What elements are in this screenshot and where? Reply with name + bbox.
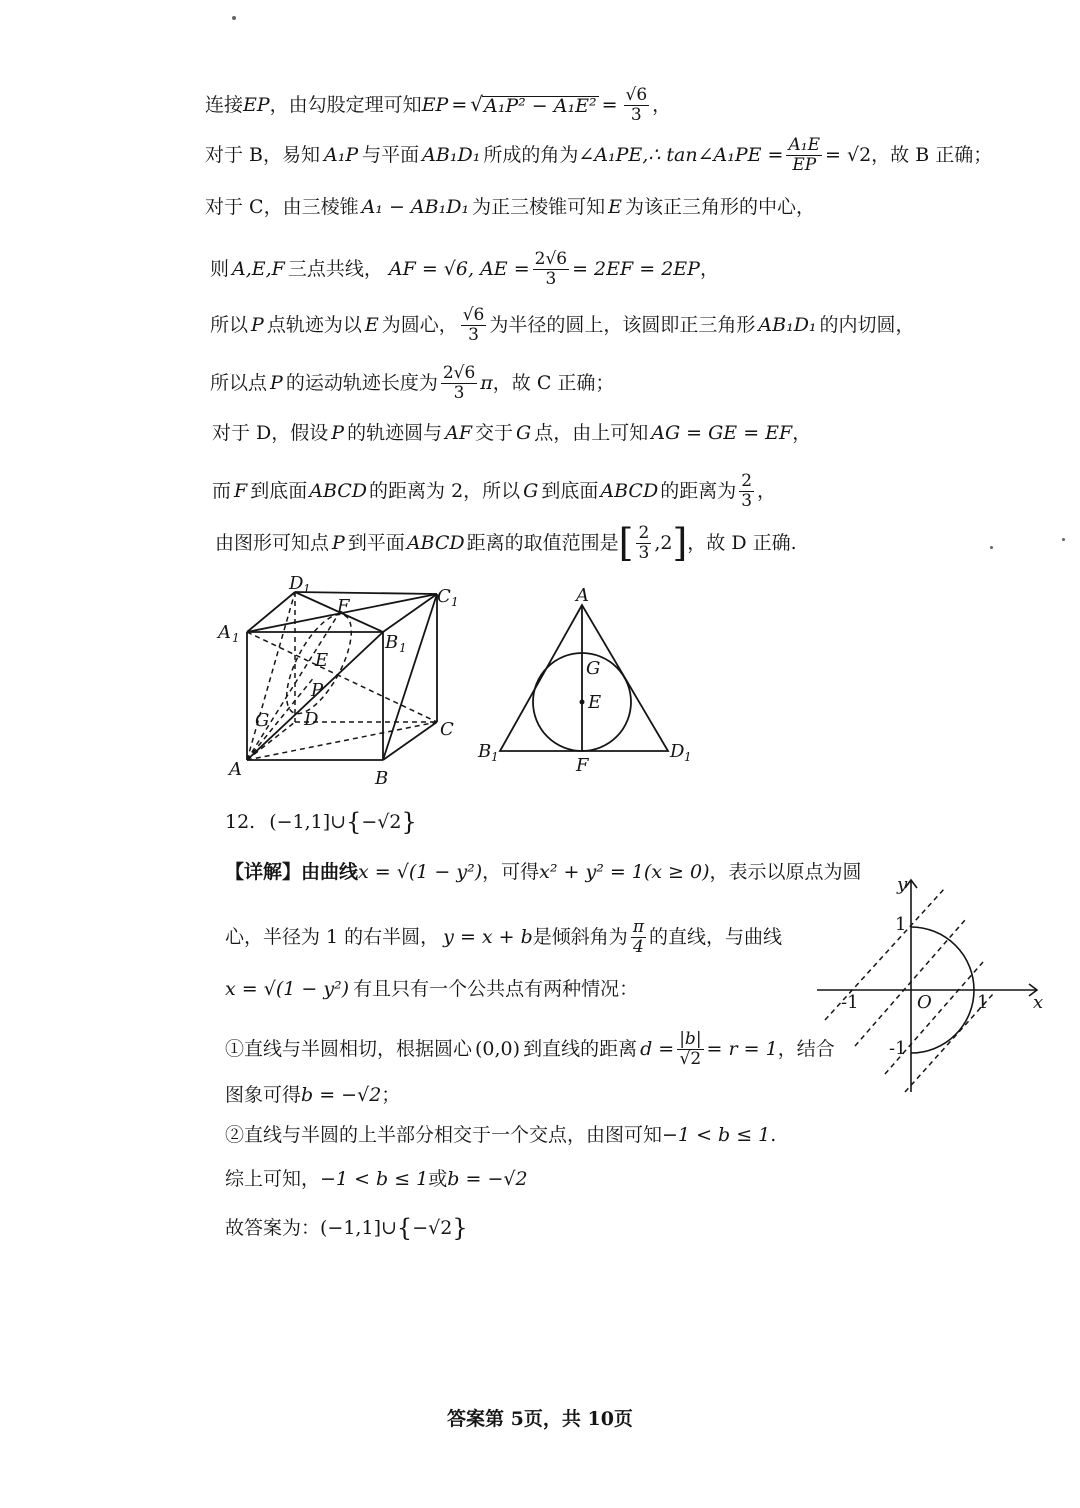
tri-label-D1: D <box>670 741 685 762</box>
text: ； <box>381 1084 401 1106</box>
math: x² + y² = 1(x ≥ 0) <box>539 861 710 883</box>
fraction-denominator: √2 <box>679 1048 702 1069</box>
math: AF = √6, AE = <box>388 257 530 280</box>
math: P <box>332 531 345 554</box>
fraction-numerator: A₁E <box>788 135 820 155</box>
fraction-denominator: 3 <box>453 382 465 403</box>
math: −1 < b ≤ 1 <box>320 1168 429 1190</box>
fraction <box>636 524 651 562</box>
fraction-numerator: √6 <box>462 305 485 325</box>
graph-label-neg1-bottom: -1 <box>889 1038 907 1059</box>
fraction <box>533 250 569 288</box>
label-A1: A <box>218 622 231 643</box>
cube-diagram <box>215 572 465 787</box>
fraction <box>677 1030 703 1068</box>
math: d = <box>640 1037 675 1060</box>
text-line-5 <box>210 306 915 344</box>
page-footer: 答案第 5页，共 10页 <box>447 1408 633 1430</box>
text: ， <box>792 422 812 444</box>
text: 到直线的距离 <box>523 1037 638 1060</box>
text: ， <box>699 257 719 280</box>
tri-label-F: F <box>576 755 589 776</box>
label-B1: B <box>385 632 399 653</box>
sqrt-expr: √ A₁P² − A₁E² <box>470 92 597 118</box>
text: 三点共线， <box>287 257 383 280</box>
text: ，结合 <box>777 1037 835 1060</box>
text: 综上可知， <box>225 1168 321 1190</box>
fraction-denominator: 3 <box>630 104 642 125</box>
scan-speck <box>990 546 993 549</box>
fraction-denominator: 3 <box>545 268 557 289</box>
math: ABCD <box>600 479 659 502</box>
label-A: A <box>229 759 242 780</box>
fraction <box>624 86 650 124</box>
math: AB₁D₁ <box>758 313 817 336</box>
math: b = −√2 <box>447 1168 528 1190</box>
text: 图象可得 <box>225 1084 302 1106</box>
text: 为正三棱锥可知 <box>472 196 606 218</box>
math: = r = 1 <box>706 1037 778 1060</box>
math: π <box>480 371 493 394</box>
interval-bracket: ] <box>672 521 688 566</box>
math: ∠A₁PE,∴ tan∠A₁PE = <box>578 143 784 166</box>
question-12-answer <box>225 810 417 834</box>
text: 所以 <box>210 313 249 336</box>
semicircle-graph <box>815 870 1055 1100</box>
text: 则 <box>210 257 230 280</box>
fraction <box>631 918 646 956</box>
graph-label-1-right: 1 <box>977 992 989 1013</box>
fraction-numerator: 2√6 <box>442 363 476 383</box>
math: = <box>451 93 468 116</box>
text: 故答案为： <box>225 1216 321 1239</box>
math: P <box>270 371 283 394</box>
fraction-numerator: √6 <box>625 85 648 105</box>
text-line-4 <box>210 250 719 288</box>
text: ，由勾股定理可知 <box>269 93 422 116</box>
math: AB₁D₁ <box>422 143 481 166</box>
label-C1: C <box>437 586 451 607</box>
text: ， <box>652 93 672 116</box>
text: 是倾斜角为 <box>532 925 628 948</box>
text: 的直线，与曲线 <box>649 925 783 948</box>
label-C: C <box>440 719 454 740</box>
math: ,2 <box>654 531 673 554</box>
text: 对于 C，由三棱锥 <box>205 196 359 218</box>
tri-label-G: G <box>586 658 601 679</box>
set-brace: { <box>396 1214 413 1242</box>
math: ABCD <box>309 479 368 502</box>
text: 所以点 <box>210 371 268 394</box>
math: ABCD <box>406 531 465 554</box>
math: A₁ − AB₁D₁ <box>361 196 470 218</box>
detail-line-1 <box>225 863 862 882</box>
label-C1-sub: 1 <box>451 595 459 609</box>
math: = 2EF = 2EP <box>572 257 700 280</box>
triangle-figure <box>475 585 700 780</box>
text: 的轨迹圆与 <box>347 422 443 444</box>
fraction-numerator: |b| <box>679 1029 702 1049</box>
text-line-8 <box>212 472 776 510</box>
math: A,E,F <box>232 257 285 280</box>
fraction-numerator: 2 <box>638 523 650 543</box>
math: P <box>251 313 264 336</box>
coordinate-plane <box>815 870 1055 1100</box>
text: ，表示以原点为圆 <box>709 861 862 883</box>
detail-line-5 <box>225 1086 400 1105</box>
fraction-denominator: 3 <box>741 490 753 511</box>
label-P: P <box>311 680 324 701</box>
math: y = x + b <box>443 925 533 948</box>
text: 有且只有一个公共点有两种情况： <box>353 978 639 1000</box>
graph-label-x: x <box>1033 992 1044 1013</box>
math: −√2 <box>412 1216 453 1239</box>
question-number: 12. <box>225 810 256 833</box>
label-B1-sub: 1 <box>399 641 407 655</box>
math: E <box>608 196 622 218</box>
detail-line-6 <box>225 1126 776 1145</box>
math: (−1,1]∪ <box>320 1216 397 1239</box>
text: ，故 B 正确； <box>871 143 993 166</box>
math: EP <box>243 93 270 116</box>
fraction-denominator: 3 <box>638 542 650 563</box>
label-F: F <box>337 596 350 617</box>
text-line-7 <box>212 424 811 443</box>
math: = √2 <box>825 143 872 166</box>
label-D: D <box>304 709 319 730</box>
math: AG = GE = EF <box>651 422 793 444</box>
text: . <box>770 1124 777 1146</box>
text: ②直线与半圆的上半部分相交于一个交点，由图可知 <box>225 1124 663 1146</box>
fraction-denominator: EP <box>792 154 817 175</box>
tri-label-B1: B <box>478 741 492 762</box>
text: 距离的取值范围是 <box>466 531 619 554</box>
tri-label-E: E <box>588 692 602 713</box>
fraction <box>739 472 754 510</box>
graph-label-neg1-left: -1 <box>841 992 859 1013</box>
math: x = √(1 − y²) <box>358 861 483 883</box>
tri-label-D1-sub: 1 <box>684 750 692 764</box>
text: 点轨迹为以 <box>266 313 362 336</box>
math: (0,0) <box>475 1037 521 1060</box>
text: ①直线与半圆相切，根据圆心 <box>225 1037 473 1060</box>
text: 由图形可知点 <box>215 531 330 554</box>
text: 点，由上可知 <box>534 422 649 444</box>
label-D1-sub: 1 <box>303 582 311 596</box>
detail-line-3 <box>225 980 638 999</box>
math: (−1,1]∪ <box>269 810 347 833</box>
text-line-3 <box>205 198 815 217</box>
text-line-1 <box>205 86 671 124</box>
text: 与平面 <box>362 143 420 166</box>
math: E <box>364 313 379 336</box>
text-line-6 <box>210 364 614 402</box>
text: 对于 D，假设 <box>212 422 329 444</box>
detail-line-8 <box>225 1216 468 1240</box>
set-brace: } <box>452 1214 468 1242</box>
label-D1: D <box>289 573 304 594</box>
text: 到底面 <box>541 479 599 502</box>
text: 或 <box>428 1168 448 1190</box>
graph-label-1-top: 1 <box>895 914 907 935</box>
fraction-numerator: 2 <box>741 471 753 491</box>
text: ，故 D 正确. <box>687 531 797 554</box>
fraction-numerator: π <box>632 917 644 937</box>
text: ，故 C 正确； <box>492 371 615 394</box>
text-line-2 <box>205 136 992 174</box>
math: F <box>234 479 248 502</box>
text: 的运动轨迹长度为 <box>285 371 438 394</box>
math: −1 < b ≤ 1 <box>662 1124 771 1146</box>
triangle-diagram <box>475 585 700 780</box>
text-line-9 <box>215 521 797 566</box>
fraction-denominator: 3 <box>468 324 479 345</box>
math: x = √(1 − y²) <box>225 978 350 1000</box>
text: 交于 <box>475 422 514 444</box>
set-brace: } <box>401 808 417 836</box>
tri-label-B1-sub: 1 <box>491 750 499 764</box>
fraction-denominator: 4 <box>632 936 644 957</box>
detail-line-7 <box>225 1170 528 1189</box>
label-G: G <box>255 710 270 731</box>
math: b = −√2 <box>301 1084 382 1106</box>
math: A₁P <box>324 143 359 166</box>
interval-bracket: [ <box>618 521 634 566</box>
text: 的内切圆， <box>819 313 915 336</box>
math: G <box>516 422 532 444</box>
math: −√2 <box>361 810 402 833</box>
fraction <box>786 136 822 174</box>
detail-line-4 <box>225 1030 835 1068</box>
label-E: E <box>315 650 329 671</box>
graph-label-y: y <box>897 874 908 895</box>
label-B: B <box>375 768 389 787</box>
fraction <box>461 306 487 344</box>
math: AF <box>445 422 472 444</box>
text: 连接 <box>205 93 244 116</box>
graph-label-O: O <box>917 992 932 1013</box>
text: 到平面 <box>347 531 405 554</box>
label-A1-sub: 1 <box>232 631 240 645</box>
scan-speck <box>232 16 236 20</box>
tri-label-A: A <box>576 585 589 606</box>
text: ， <box>757 479 777 502</box>
cube-figure <box>215 572 465 787</box>
math: P <box>331 422 345 444</box>
math: G <box>523 479 539 502</box>
text: 的距离为 2，所以 <box>369 479 521 502</box>
text: 的距离为 <box>660 479 737 502</box>
text: 对于 B，易知 <box>205 143 321 166</box>
math: EP <box>421 93 449 116</box>
fraction-numerator: 2√6 <box>534 249 568 269</box>
text: 到底面 <box>250 479 308 502</box>
set-brace: { <box>346 808 362 836</box>
text: 为半径的圆上，该圆即正三角形 <box>489 313 756 336</box>
math: = <box>601 93 618 116</box>
fraction <box>441 364 477 402</box>
text: ，可得 <box>482 861 540 883</box>
scan-speck <box>1062 538 1065 541</box>
detail-line-2 <box>225 918 782 956</box>
math: A₁P² − A₁E² <box>484 95 597 118</box>
text: 【详解】由曲线 <box>225 861 359 883</box>
text: 为该正三角形的中心， <box>624 196 815 218</box>
text: 心，半径为 1 的右半圆， <box>225 925 440 948</box>
text: 所成的角为 <box>483 143 579 166</box>
text: 而 <box>212 479 232 502</box>
text: 为圆心， <box>381 313 458 336</box>
